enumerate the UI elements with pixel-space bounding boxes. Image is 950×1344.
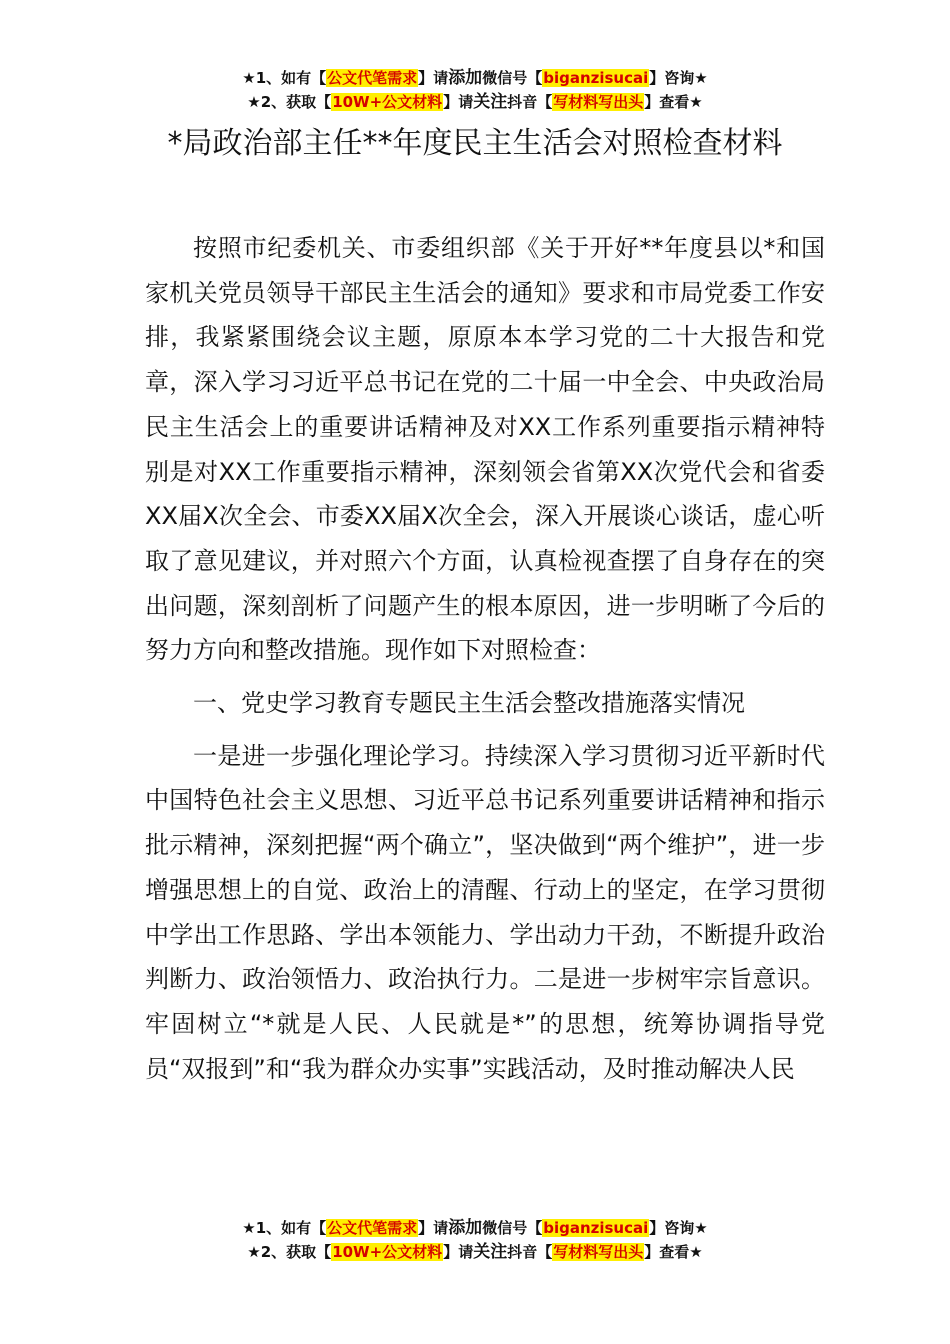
promo-highlight-service: 公文代笔需求	[327, 69, 418, 87]
promo-highlight-douyin: 写材料写出头	[553, 93, 644, 111]
section-body-paragraph: 一是进一步强化理论学习。持续深入学习贯彻习近平新时代中国特色社会主义思想、习近平总书记系列重要讲话精神和指示批示精神，深刻把握“两个确立”，坚决做到“两个维护”，进一步增强思想上的自觉、政治上的清醒、行动上的坚定，在学习贯彻中学出工作思路、学出本领能力、学出动力干劲，不断提升政治判断力、政治领悟力、政治执行力。二是进一步树牢宗旨意识。牢固树立“*就是人民、人民就是*”的思想，统筹协调指导党员“双报到”和“我为群众办实事”实践活动，及时推动解决人民	[145, 741, 825, 1083]
section-heading: 一、党史学习教育专题民主生活会整改措施落实情况	[193, 689, 745, 718]
promo-line-2: ★2、获取【10W+公文材料】请关注抖音【写材料写出头】查看★	[247, 92, 703, 112]
document-body	[145, 226, 825, 1091]
promo-highlight-materials: 10W+公文材料	[332, 93, 443, 111]
promo-highlight-wechat: biganzisucai	[543, 69, 649, 87]
promo-line-1: ★1、如有【公文代笔需求】请添加微信号【biganzisucai】咨询★	[242, 68, 708, 88]
footer-promo-banner	[0, 1216, 950, 1264]
header-promo-banner	[0, 66, 950, 114]
promo-highlight-douyin: 写材料写出头	[553, 1243, 644, 1261]
promo-line-2: ★2、获取【10W+公文材料】请关注抖音【写材料写出头】查看★	[247, 1242, 703, 1262]
promo-line-1: ★1、如有【公文代笔需求】请添加微信号【biganzisucai】咨询★	[242, 1218, 708, 1238]
intro-paragraph: 按照市纪委机关、市委组织部《关于开好**年度县以*和国家机关党员领导干部民主生活会的通知》要求和市局党委工作安排，我紧紧围绕会议主题，原原本本学习党的二十大报告和党章，深入学习习近平总书记在党的二十届一中全会、中央政治局民主生活会上的重要讲话精神及对XX工作系列重要指示精神特别是对XX工作重要指示精神，深刻领会省第XX次党代会和省委XX届X次全会、市委XX届X次全会，深入开展谈心谈话，虚心听取了意见建议，并对照六个方面，认真检视查摆了自身存在的突出问题，深刻剖析了问题产生的根本原因，进一步明晰了今后的努力方向和整改措施。现作如下对照检查：	[145, 234, 825, 665]
promo-highlight-wechat: biganzisucai	[543, 1219, 649, 1237]
promo-highlight-service: 公文代笔需求	[327, 1219, 418, 1237]
promo-highlight-materials: 10W+公文材料	[332, 1243, 443, 1261]
document-title: *局政治部主任**年度民主生活会对照检查材料	[167, 126, 783, 161]
